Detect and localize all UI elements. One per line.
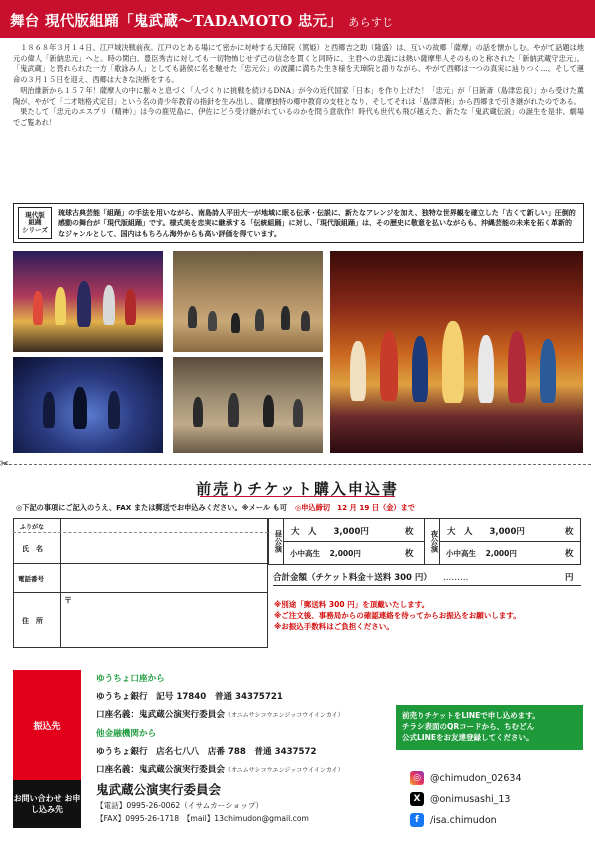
night-student-qty-field[interactable] — [530, 544, 560, 560]
series-logo — [18, 207, 52, 239]
title-subtitle: あらすじ — [348, 16, 394, 29]
contact-fax-mail: 【FAX】0995-26-1718 【mail】13chimudon@gmail.com — [96, 814, 309, 823]
series-logo-line: 組踊 — [28, 218, 42, 227]
ticket-unit: 枚 — [405, 527, 414, 537]
name-field[interactable] — [62, 534, 266, 562]
title-underline — [200, 496, 395, 497]
order-form-title: 前売りチケット購入申込書 — [196, 480, 399, 498]
organizer-name: 鬼武蔵公演実行委員会 — [96, 782, 222, 797]
day-performance-label: 昼公演 — [269, 519, 284, 564]
name-label: 氏 名 — [22, 545, 43, 553]
synopsis-paragraph: 果たして「忠元のエスプリ（精神）」は今の鹿児島に、伊佐にどう受け継がれているのかを問う意欲作！時代も世代も飛び越えた、新たな「鬼武蔵伝説」の誕生を是非、劇場でご覧あれ！ — [13, 107, 584, 127]
scissors-icon: ✂ — [0, 457, 10, 470]
day-student-qty-field[interactable] — [375, 544, 403, 560]
x-handle: @onimusashi_13 — [430, 793, 511, 805]
ticket-price: 3,000円 — [489, 527, 525, 537]
account-holder — [96, 708, 344, 720]
note-item: ※ご注文後、事務局からの確認連絡を待ってからお振込をお願いします。 — [274, 610, 521, 620]
ticket-price: 2,000円 — [485, 549, 517, 558]
total-amount-field[interactable] — [495, 568, 557, 584]
payment-notes — [274, 600, 521, 632]
holder-name: 口座名義：鬼武蔵公演実行委員会 — [96, 710, 225, 720]
finale-photo — [330, 251, 583, 453]
series-text: 琉球古典芸能「組踊」の手法を用いながら、南島詩人平田大一が地域に眠る伝承・伝説に、新たなアレンジを加え、独特な世界観を確立した「古くて新しい」圧倒的感動の舞台が「現代版組踊」です。様式美を忠実に継承する「伝統組踊」に対し、「現代版組踊」は、その歴史に敬意を払いながらも、沖縄芸能の未来を拓く革新的なジャンルとして、国内はもちろん海外からも高い評価を得ています。 — [58, 209, 576, 238]
x-icon: X — [410, 792, 424, 806]
note-item: ※お振込手数料はご負担ください。 — [274, 621, 394, 631]
payment-label-box: 振込先 — [13, 670, 81, 780]
address-label: 住 所 — [22, 617, 43, 625]
address-field[interactable] — [62, 593, 266, 647]
ticket-type: 大 人 — [291, 527, 317, 537]
phone-label: 電話番号 — [18, 575, 44, 583]
ticket-type: 大 人 — [447, 527, 473, 537]
postal-mark: 〒 — [64, 596, 72, 605]
synopsis-paragraph: １８６８年３月１４日、江戸城決戦前夜。江戸のとある場にて密かに対峙する天璋院（篤姫）と西郷吉之助（隆盛）は、互いの故郷「薩摩」の話を懐かしむ。やがて話題は地元の偉人「新納忠元」へと。時の関白、豊臣秀吉に対しても一切物怖じせず己の信念を貫くと同時に、主君への忠義には熱い薩摩隼人そのものと称された「新納武蔵守忠元」。「鬼武蔵」と畏れられた一方「歌詠み人」としても諸侯に名を馳せた「忠元公」の波瀾に満ちた生き様を天璋院と語りながら、やがて西郷は一つの真実に辿りつく…。そして運命の３月１５日を迎え、西郷は大きな決断をする。 — [13, 43, 584, 85]
stage-photo-1 — [13, 251, 163, 352]
furigana-label: ふりがな — [20, 524, 45, 531]
page-title — [10, 10, 393, 31]
line-promo-text: 前売りチケットをLINEで申し込めます。 — [402, 711, 540, 720]
day-adult-qty-field[interactable] — [375, 522, 403, 538]
rehearsal-photo-1 — [173, 251, 323, 352]
furigana-field[interactable] — [62, 519, 266, 531]
night-adult-row — [447, 525, 525, 537]
series-logo-line: シリーズ — [22, 225, 48, 234]
line-promo-text: チラシ表面のQRコードから、ちむどん — [402, 722, 535, 731]
facebook-link[interactable] — [410, 812, 497, 828]
facebook-icon: f — [410, 813, 424, 827]
order-instructions — [16, 503, 415, 513]
ticket-price: 3,000円 — [333, 527, 369, 537]
total-dots: ……… — [442, 573, 469, 583]
synopsis-paragraph: 明治維新から１５７年！薩摩人の中に脈々と息づく「人づくりに挑戦を続けるDNA」が今の近代国家「日本」を作り上げた！「忠元」が「日新斎（島津忠良）」から受けた薫陶が、やがて「二才咄格式定目」という名の青少年教育の指針を生み出し、薩摩独特の郷中教育の支柱となり、そしてそれは「島津斉彬」から西郷まで引き継がれたのである。 — [13, 85, 584, 106]
ticket-unit: 枚 — [405, 549, 414, 559]
series-description-box — [13, 203, 584, 243]
rehearsal-photo-2 — [173, 357, 323, 453]
x-link[interactable] — [410, 791, 510, 807]
inquiry-label-box: お問い合わせ お申し込み先 — [13, 780, 81, 828]
total-amount-row — [273, 571, 468, 583]
day-student-row — [290, 548, 361, 559]
total-unit: 円 — [565, 573, 574, 583]
yucho-account: ゆうちょ銀行 記号 17840 普通 34375721 — [96, 692, 283, 702]
title-text: 舞台 現代版組踊「鬼武蔵～TADAMOTO 忠元」 — [10, 13, 343, 30]
synopsis — [13, 43, 584, 129]
line-promo-text: 公式LINEをお友達登録してください。 — [402, 733, 534, 742]
ticket-unit: 枚 — [565, 549, 574, 559]
instagram-handle: @chimudon_02634 — [430, 772, 522, 784]
yucho-heading: ゆうちょ口座から — [96, 674, 165, 684]
total-label: 合計金額（チケット料金＋送料 300 円） — [273, 573, 432, 583]
ticket-price: 2,000円 — [329, 549, 361, 558]
line-promo-box[interactable] — [396, 705, 583, 750]
ticket-type: 小中高生 — [290, 549, 320, 558]
ticket-type: 小中高生 — [446, 549, 476, 558]
facebook-handle: /isa.chimudon — [430, 814, 497, 826]
holder-name: 口座名義：鬼武蔵公演実行委員会 — [96, 765, 225, 775]
holder-kana: （オニムサシコウエンジッコウイインカイ） — [224, 767, 344, 774]
header-bar — [0, 0, 595, 38]
account-holder — [96, 763, 344, 775]
note-item: ※別途「郵送料 300 円」を頂戴いたします。 — [274, 600, 430, 609]
series-logo-line: 現代版 — [25, 210, 45, 219]
stage-photo-2 — [13, 357, 163, 453]
order-deadline: ◎申込締切 12 月 19 日（金）まで — [294, 503, 415, 512]
order-note: ◎下記の事項にご記入のうえ、FAX または郵送でお申込みください。※メール も可 — [16, 503, 287, 512]
night-adult-qty-field[interactable] — [530, 522, 560, 538]
contact-phone: 【電話】0995-26-0062（イサムカーショップ） — [96, 801, 264, 810]
holder-kana: （オニムサシコウエンジッコウイインカイ） — [224, 712, 344, 719]
night-student-row — [446, 548, 517, 559]
night-performance-label: 夜公演 — [425, 519, 440, 564]
day-adult-row — [291, 525, 369, 537]
phone-field[interactable] — [62, 564, 266, 591]
other-bank-account: ゆうちょ銀行 店名七八八 店番 788 普通 3437572 — [96, 747, 317, 757]
instagram-link[interactable] — [410, 770, 522, 786]
cut-line — [4, 464, 591, 465]
instagram-icon: ◎ — [410, 771, 424, 785]
other-bank-heading: 他金融機関から — [96, 729, 157, 739]
ticket-unit: 枚 — [565, 527, 574, 537]
